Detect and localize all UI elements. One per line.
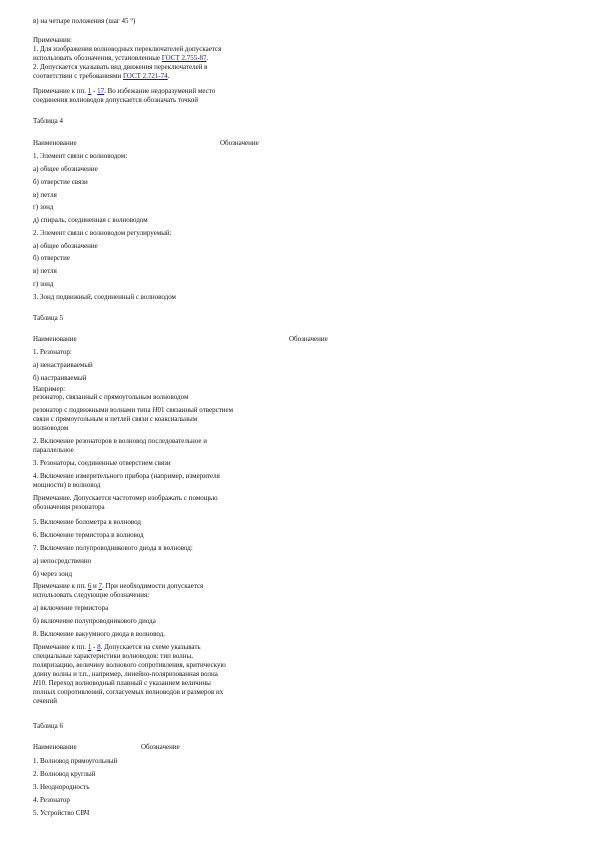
note-2-line-1: 2. Допускается указывать вид движения переключателей в [33, 63, 208, 71]
table-row: а) непосредственно [33, 557, 92, 565]
table-row: в) петля [33, 267, 57, 275]
note-1-line-1: 1. Для изображения волноводных переключателей допускается [33, 45, 222, 53]
item-1-link[interactable]: 1 [87, 643, 92, 651]
table-row: г) зонд [33, 203, 54, 211]
table-row: 4. Резонатор [33, 796, 70, 804]
table-note: использовать следующие обозначения: [33, 591, 150, 599]
table-row: г) зонд [33, 280, 54, 288]
table-5-header-name: Наименование [33, 335, 77, 343]
table-row: 5. Устройство СВЧ [33, 809, 90, 817]
table-row: б) через зонд [33, 570, 73, 578]
item-v-four-positions: в) на четыре положения (шаг 45 °) [33, 17, 136, 25]
table-note: поляризацию, величину волнового сопротивления, критическую [33, 661, 226, 669]
item-1-link[interactable]: 1 [87, 87, 92, 95]
table-row: 1. Резонатор: [33, 348, 72, 356]
table-note: сечений [33, 697, 57, 705]
table-5-header-symbol: Обозначение [289, 335, 328, 343]
item-8-link[interactable]: 8 [97, 643, 101, 651]
example-title: Например: [33, 385, 66, 393]
example-line: волноводом [33, 424, 69, 432]
table-row: 3. Неоднородность [33, 783, 90, 791]
table-row: 4. Включение измерительного прибора (например, измерителя [33, 472, 220, 480]
table-row: б) настраиваемый [33, 374, 87, 382]
table-6-caption: Таблица 6 [33, 722, 63, 730]
table-row: 1. Элемент связи с волноводом: [33, 152, 128, 160]
gost-2-755-87-link[interactable]: ГОСТ 2.755-87 [161, 54, 207, 62]
table-note: Примечание к пп. 6 и 7. При необходимости допускается [33, 582, 204, 590]
notes-title: Примечания: [33, 36, 72, 44]
note-1-line-2: использовать обозначения, установленные ГОСТ 2.755-87. [33, 54, 209, 62]
item-6-link[interactable]: 6 [87, 582, 92, 590]
note-2-line-2: соответствии с требованиями ГОСТ 2.721-74. [33, 72, 170, 80]
table-row: б) отверстие [33, 254, 70, 262]
example-line: резонатор, связанный с прямоугольным волноводом [33, 393, 189, 401]
table-note: специальные характеристики волноводов: тип волны, [33, 652, 193, 660]
table-row: 7. Включение полупроводникового диода в волновод: [33, 544, 193, 552]
table-row: 5. Включение болометра в волновод [33, 518, 141, 526]
note-1-17-line-2: соединения волноводов допускается обозначать точкой [33, 96, 198, 104]
table-note: H10. Переход волноводный плавный с указанием величины [33, 679, 211, 687]
table-6-header-symbol: Обозначение [141, 743, 180, 751]
table-row: мощности) в волновод [33, 481, 101, 489]
example-line: резонатор с подвижными волнами типа H01 связанный отверстием [33, 406, 234, 414]
table-note: длину волны и т.п., например, линейно-поляризованная волна [33, 670, 218, 678]
table-row: 1. Волновод прямоугольный [33, 757, 118, 765]
table-row: а) ненастраиваемый [33, 361, 93, 369]
table-note: Примечание. Допускается частотомер изображать с помощью [33, 494, 218, 502]
table-row: 8. Включение вакуумного диода в волновод. [33, 630, 166, 638]
table-row: а) общее обозначение [33, 165, 98, 173]
table-4-header-name: Наименование [33, 139, 77, 147]
note-1-17-line-1: Примечание к пп. 1 - 17. Во избежание недоразумений место [33, 87, 216, 95]
table-row: 2. Элемент связи с волноводом регулируемый: [33, 229, 172, 237]
table-row: б) отверстие связи [33, 178, 88, 186]
table-row: в) петля [33, 191, 57, 199]
table-row: д) спираль, соединенная с волноводом [33, 216, 148, 224]
table-note: обозначения резонатора [33, 503, 105, 511]
table-row: 3. Резонаторы, соединенные отверстием связи [33, 459, 171, 467]
table-note: Примечание к пп. 1 - 8. Допускается на схеме указывать [33, 643, 201, 651]
example-line: связи с прямоугольным и петлей связи с коаксиальным [33, 415, 198, 423]
table-row: параллельное [33, 446, 74, 454]
item-7-link[interactable]: 7 [98, 582, 103, 590]
table-row: 3. Зонд подвижный, соединенный с волноводом [33, 293, 176, 301]
table-note: а) включение термистора [33, 604, 109, 612]
table-4-caption: Таблица 4 [33, 117, 63, 125]
table-note: б) включение полупроводникового диода [33, 617, 156, 625]
table-5-caption: Таблица 5 [33, 314, 63, 322]
table-row: 6. Включение термистора в волновод [33, 531, 144, 539]
gost-2-721-74-link[interactable]: ГОСТ 2.721-74 [122, 72, 168, 80]
table-row: а) общее обозначение [33, 242, 98, 250]
table-row: 2. Волновод круглый [33, 770, 96, 778]
table-note: полных сопротивлений, согласуемых волноводов и размеров их [33, 688, 224, 696]
table-row: 2. Включение резонаторов в волновод последовательное и [33, 437, 207, 445]
table-6-header-name: Наименование [33, 743, 77, 751]
table-4-header-symbol: Обозначение [220, 139, 259, 147]
item-17-link[interactable]: 17 [97, 87, 105, 95]
